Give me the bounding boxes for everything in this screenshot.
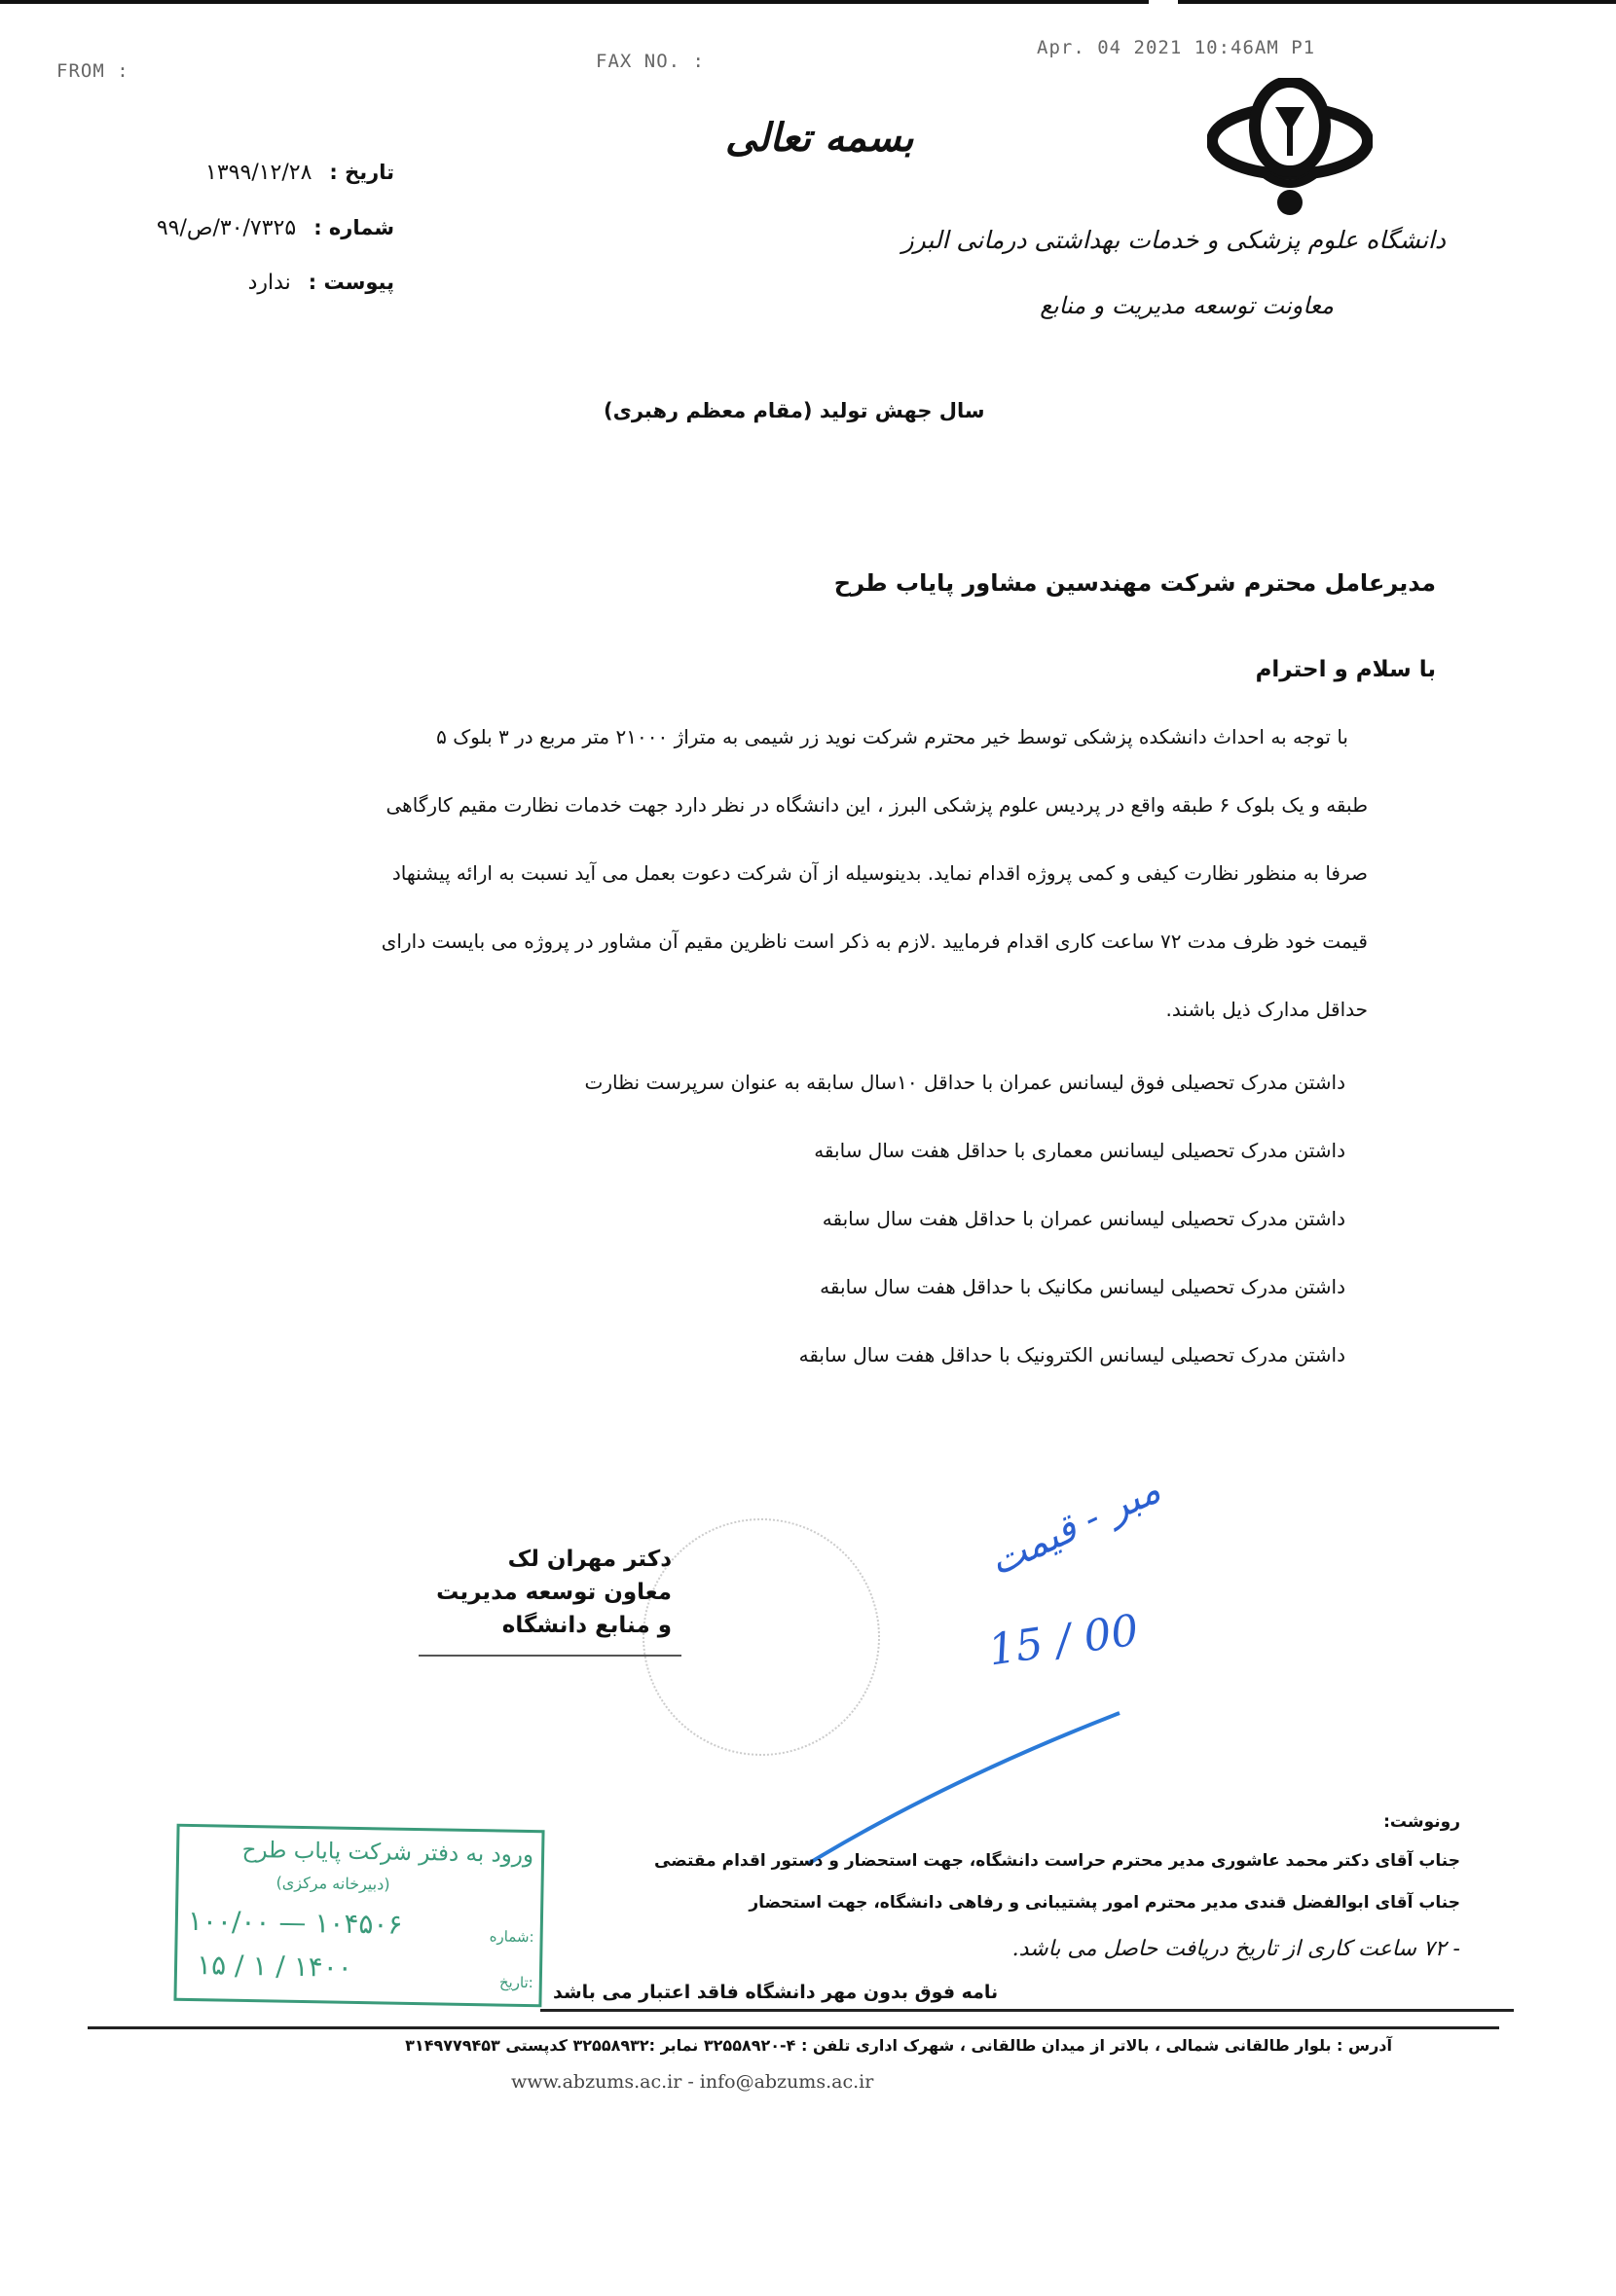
signature-line xyxy=(419,1655,681,1657)
greeting: با سلام و احترام xyxy=(1255,657,1436,682)
cc-line: جناب آقای ابوالفضل قندی مدیر محترم امور پشتیبانی و رفاهی دانشگاه، جهت استحضار xyxy=(749,1893,1460,1913)
letter-attachment: پیوست :ندارد xyxy=(247,271,394,295)
body-line: حداقل مدارک ذیل باشند. xyxy=(1165,998,1368,1021)
stamp-date-value: ۱۴۰۰ / ۱ / ۱۵ xyxy=(196,1949,353,1984)
year-slogan: سال جهش تولید (مقام معظم رهبری) xyxy=(604,399,985,422)
fax-number: FAX NO. : xyxy=(596,51,705,72)
footer-address: آدرس : بلوار طالقانی شمالی ، بالاتر از میدان طالقانی ، شهرک اداری تلفن : ۴-۳۲۵۵۸۹۲۰ نمابر :۳۲۵۵۸۹۳۲ کدپستی ۳۱۴۹۷۷۹۴۵۳ xyxy=(405,2036,1392,2055)
fax-top-edge xyxy=(0,0,1149,4)
handwritten-note: مبر - قیمت xyxy=(982,1467,1168,1585)
entry-stamp xyxy=(173,1824,544,2008)
university-name: دانشگاه علوم پزشکی و خدمات بهداشتی درمانی البرز xyxy=(901,226,1446,254)
letter-number: شماره :۳۰/۷۳۲۵/ص/۹۹ xyxy=(156,216,394,240)
signature-block xyxy=(436,1543,672,1642)
letter-body xyxy=(219,725,1368,1066)
cc-handwritten: - ۷۲ ساعت کاری از تاریخ دریافت حاصل می باشد. xyxy=(1011,1937,1460,1961)
body-line: قیمت خود ظرف مدت ۷۲ ساعت کاری اقدام فرمایید .لازم به ذکر است ناظرین مقیم آن مشاور در پروژه می بایست دارای xyxy=(381,929,1368,953)
fax-top-edge xyxy=(1178,0,1616,4)
stamp-number-value: ۱۰۰/۰۰ — ۱۰۴۵۰۶ xyxy=(187,1904,403,1941)
stamp-subtitle: (دبیرخانه مرکزی) xyxy=(275,1873,390,1894)
requirements-list xyxy=(469,1071,1345,1411)
body-line: با توجه به احداث دانشکده پزشکی توسط خیر محترم شرکت نوید زر شیمی به متراژ ۲۱۰۰۰ متر مربع در ۳ بلوک ۵ xyxy=(436,725,1348,748)
fax-from: FROM : xyxy=(56,60,129,82)
handwritten-note: 15 / 00 xyxy=(985,1605,1142,1676)
requirement-item: داشتن مدرک تحصیلی لیسانس عمران با حداقل هفت سال سابقه xyxy=(822,1207,1345,1230)
letter-date: تاریخ :۱۳۹۹/۱۲/۲۸ xyxy=(205,161,394,185)
stamp-date-label: تاریخ: xyxy=(498,1973,533,1992)
stamp-number-label: شماره: xyxy=(489,1927,534,1947)
requirement-item: داشتن مدرک تحصیلی لیسانس معماری با حداقل هفت سال سابقه xyxy=(814,1139,1345,1162)
fax-timestamp: Apr. 04 2021 10:46AM P1 xyxy=(1037,37,1316,58)
footer-web: www.abzums.ac.ir - info@abzums.ac.ir xyxy=(511,2071,874,2093)
basmala: بسمه تعالی xyxy=(725,115,914,161)
requirement-item: داشتن مدرک تحصیلی لیسانس الکترونیک با حداقل هفت سال سابقه xyxy=(798,1343,1345,1367)
body-line: طبقه و یک بلوک ۶ طبقه واقع در پردیس علوم پزشکی البرز ، این دانشگاه در نظر دارد جهت خدمات نظارت مقیم کارگاهی xyxy=(386,793,1368,817)
divider xyxy=(88,2026,1499,2029)
body-line: صرفا به منظور نظارت کیفی و کمی پروژه اقدام نماید. بدینوسیله از آن شرکت دعوت بعمل می آید نسبت به ارائه پیشنهاد xyxy=(391,861,1368,885)
signatory-title: معاون توسعه مدیریت xyxy=(436,1580,672,1605)
cc-line: جناب آقای دکتر محمد عاشوری مدیر محترم حراست دانشگاه، جهت استحضار و دستور اقدام مقتضی xyxy=(654,1851,1460,1871)
university-emblem-icon xyxy=(1207,78,1373,224)
validity-note: نامه فوق بدون مهر دانشگاه فاقد اعتبار می باشد xyxy=(553,1982,999,2003)
signatory-name: دکتر مهران لک xyxy=(507,1547,672,1572)
signatory-title: و منابع دانشگاه xyxy=(501,1613,672,1638)
recipient-heading: مدیرعامل محترم شرکت مهندسین مشاور پایاب طرح xyxy=(833,569,1436,597)
requirement-item: داشتن مدرک تحصیلی لیسانس مکانیک با حداقل هفت سال سابقه xyxy=(820,1275,1345,1298)
requirement-item: داشتن مدرک تحصیلی فوق لیسانس عمران با حداقل ۱۰سال سابقه به عنوان سرپرست نظارت xyxy=(584,1071,1345,1094)
cc-label: رونوشت: xyxy=(1383,1812,1460,1832)
pen-stroke xyxy=(798,1694,1129,1869)
stamp-title: ورود به دفتر شرکت پایاب طرح xyxy=(241,1837,534,1869)
department-name: معاونت توسعه مدیریت و منابع xyxy=(1040,292,1334,319)
divider xyxy=(540,2009,1514,2012)
